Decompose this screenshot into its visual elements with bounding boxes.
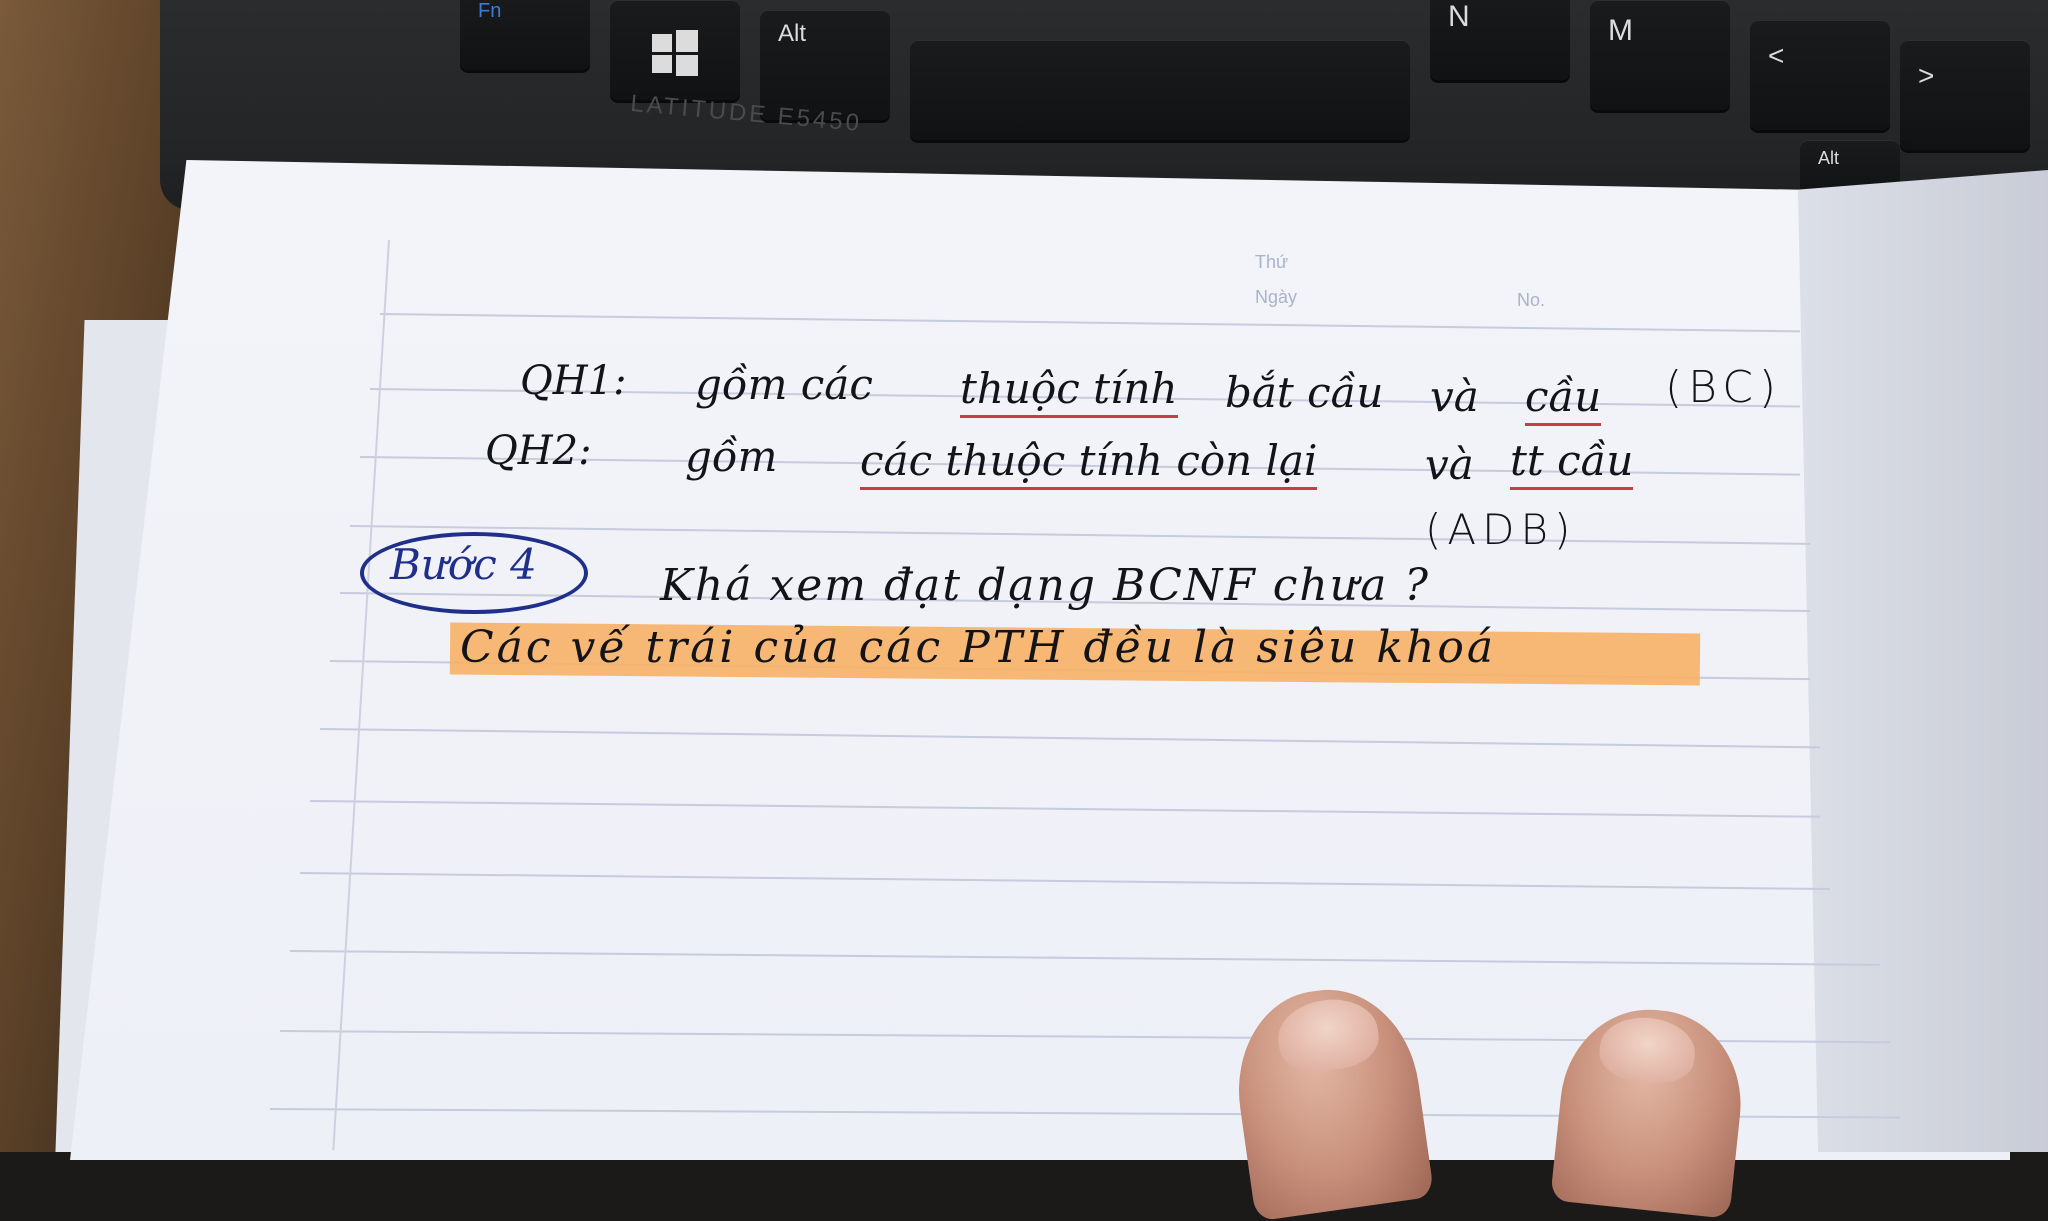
step-label: Bước 4 (390, 540, 537, 589)
notebook-page-stack (1798, 170, 2048, 1152)
key-m (1590, 0, 1730, 110)
qh2-text-c: và (1425, 440, 1474, 489)
key-fn (460, 0, 590, 70)
qh1-text-a: gồm các (695, 360, 873, 409)
qh2-text-d: tt cầu (1510, 436, 1633, 490)
key-m-label: M (1608, 14, 1633, 47)
highlight-text: Các vế trái của các PTH đều là siêu khoá (460, 622, 1497, 673)
qh1-text-d: và (1430, 372, 1479, 421)
laptop-brand-label: LATITUDE E5450 (629, 89, 864, 138)
qh1-text-f: (BC) (1665, 362, 1783, 413)
header-ngay: Ngày (1255, 287, 1298, 307)
header-thu: Thứ (1255, 252, 1289, 272)
qh1-label: QH1: (520, 358, 627, 404)
key-gt-label: > (1918, 60, 1935, 91)
key-lt-label: < (1768, 40, 1785, 71)
key-gt (1900, 40, 2030, 150)
key-fn-label: Fn (478, 0, 502, 22)
key-alt-left-label: Alt (778, 20, 807, 47)
key-windows (610, 0, 740, 100)
qh1-text-c: bắt cầu (1225, 368, 1384, 417)
key-n-label: N (1448, 0, 1470, 33)
qh2-text-a: gồm (685, 432, 778, 481)
qh2-label: QH2: (485, 428, 592, 474)
key-spacebar (910, 40, 1410, 140)
windows-logo-icon (652, 30, 698, 76)
qh1-text-e: cầu (1525, 372, 1601, 426)
qh2-text-b: các thuộc tính còn lại (860, 436, 1317, 490)
key-alt-right-label: Alt (1818, 148, 1840, 168)
step-text: Khá xem đạt dạng BCNF chưa ? (660, 560, 1430, 611)
header-no: No. (1517, 290, 1546, 310)
key-n (1430, 0, 1570, 80)
qh2-text-e: (ADB) (1425, 505, 1577, 554)
key-lt (1750, 20, 1890, 130)
qh1-text-b: thuộc tính (960, 364, 1178, 418)
